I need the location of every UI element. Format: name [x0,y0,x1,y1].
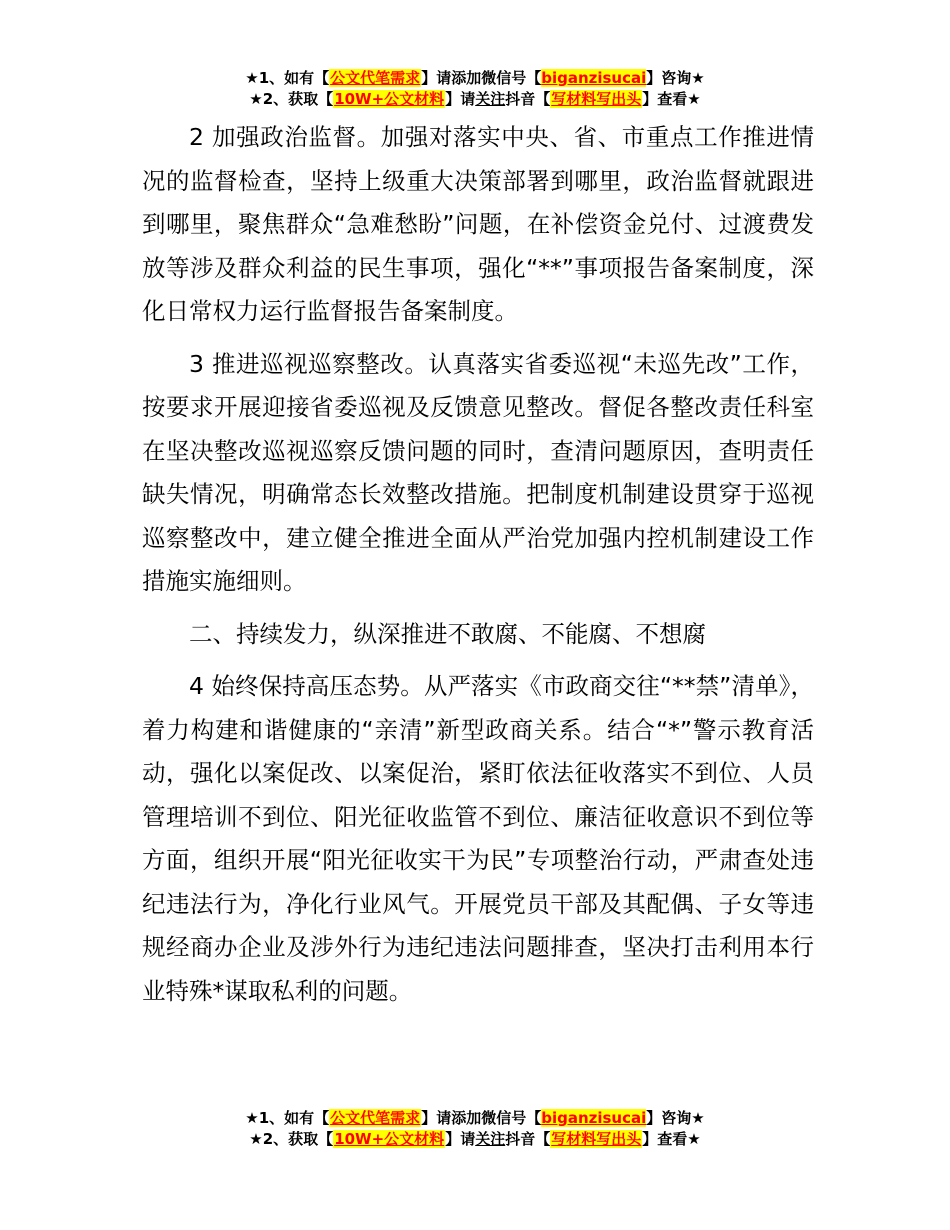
paragraph-inspection-rectification: 3 推进巡视巡察整改。认真落实省委巡视“未巡先改”工作，按要求开展迎接省委巡视及反馈意见整改。督促各整改责任科室在坚决整改巡视巡察反馈问题的同时，查清问题原因，查明责任缺失情况，明确常态长效整改措施。把制度机制建设贯穿于巡视巡察整改中，建立健全推进全面从严治党加强内控机制建设工作措施实施细则。 [142,349,814,595]
promo-line-2 [0,1129,950,1150]
promo-header [0,68,950,110]
paragraph-political-supervision: 2 加强政治监督。加强对落实中央、省、市重点工作推进情况的监督检查，坚持上级重大决策部署到哪里，政治监督就跟进到哪里，聚焦群众“急难愁盼”问题，在补偿资金兑付、过渡费发放等涉及群众利益的民生事项，强化“**”事项报告备案制度，深化日常权力运行监督报告备案制度。 [142,123,814,325]
promo-text: ★1、如有【 [245,1109,330,1127]
document-body [142,116,814,1022]
promo-footer [0,1108,950,1150]
promo-line-1 [0,68,950,89]
promo-text: ★2、获取【 [249,1130,334,1148]
promo-highlight-wechat-id: biganzisucai [541,1109,647,1127]
promo-text: ★2、获取【 [249,90,334,108]
promo-highlight-materials: 10W+公文材料 [334,90,445,108]
promo-text: 】查看★ [642,90,701,108]
promo-highlight-wechat-id: biganzisucai [541,69,647,87]
promo-highlight-douyin: 写材料写出头 [551,1130,642,1148]
promo-text: 】请添加微信号【 [421,1109,542,1127]
promo-underline-follow: 关注 [475,90,506,108]
promo-highlight-service: 公文代笔需求 [330,69,421,87]
promo-text: 】咨询★ [646,1109,705,1127]
promo-line-1 [0,1108,950,1129]
promo-underline-follow: 关注 [475,1130,506,1148]
promo-highlight-service: 公文代笔需求 [330,1109,421,1127]
promo-text: 】请 [445,1130,476,1148]
promo-line-2 [0,89,950,110]
promo-text: 】请添加微信号【 [421,69,542,87]
section-heading: 二、持续发力，纵深推进不敢腐、不能腐、不想腐 [189,619,706,648]
paragraph-high-pressure: 4 始终保持高压态势。从严落实《市政商交往“**禁”清单》，着力构建和谐健康的“亲清”新型政商关系。结合“*”警示教育活动，强化以案促改、以案促治，紧盯依法征收落实不到位、人员管理培训不到位、阳光征收监管不到位、廉洁征收意识不到位等方面，组织开展“阳光征收实干为民”专项整治行动，严肃查处违纪违法行为，净化行业风气。开展党员干部及其配偶、子女等违规经商办企业及涉外行为违纪违法问题排查，坚决打击利用本行业特殊*谋取私利的问题。 [142,672,814,1005]
promo-highlight-materials: 10W+公文材料 [334,1130,445,1148]
promo-text: 】请 [445,90,476,108]
promo-text: 】查看★ [642,1130,701,1148]
promo-text: 】咨询★ [646,69,705,87]
promo-highlight-douyin: 写材料写出头 [551,90,642,108]
promo-text: 抖音【 [505,1130,551,1148]
promo-text: 抖音【 [505,90,551,108]
promo-text: ★1、如有【 [245,69,330,87]
